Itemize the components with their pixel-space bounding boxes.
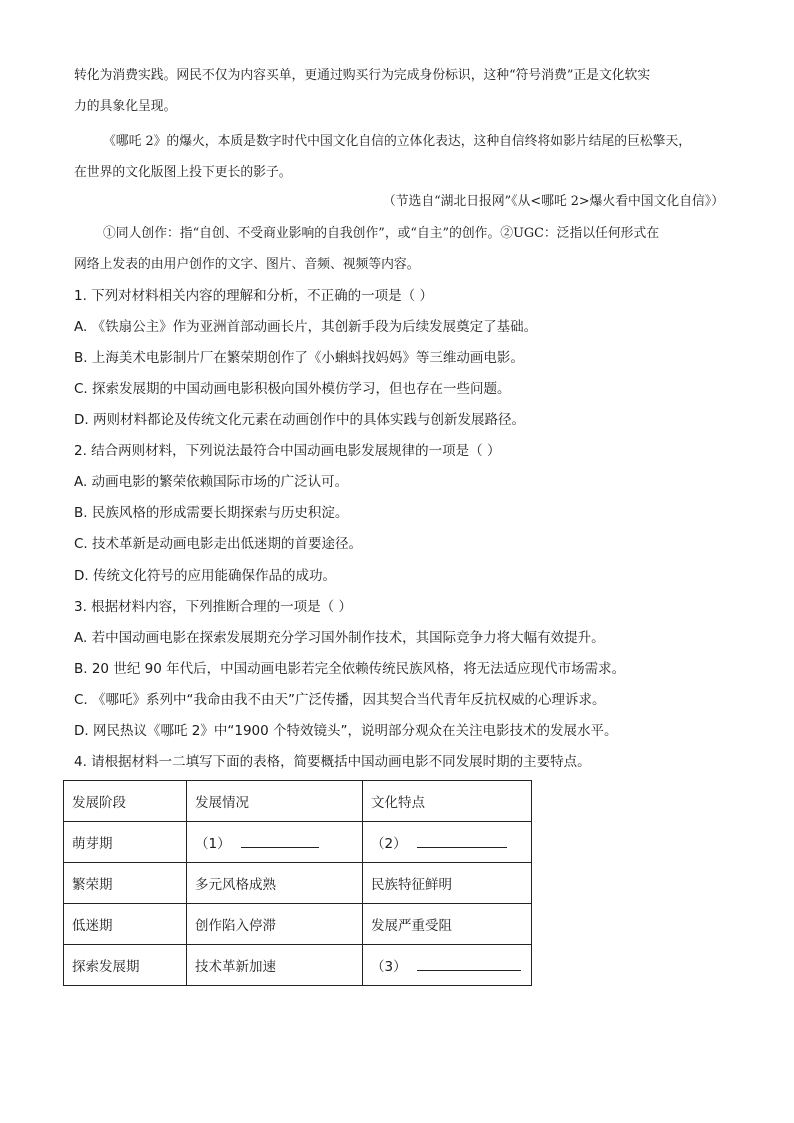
- table-header-cell: 发展情况: [187, 781, 363, 822]
- question-option: D. 网民热议《哪吒 2》中“1900 个特效镜头”，说明部分观众在关注电影技术的发展水平。: [74, 723, 618, 739]
- table-row: [64, 822, 532, 863]
- question-option: B. 上海美术电影制片厂在繁荣期创作了《小蝌蚪找妈妈》等三维动画电影。: [74, 350, 524, 366]
- blank-number: （1）: [195, 836, 231, 852]
- answer-blank[interactable]: [417, 834, 507, 848]
- question-stem: 2. 结合两则材料，下列说法最符合中国动画电影发展规律的一项是（ ）: [74, 443, 501, 459]
- question-option: A. 《铁扇公主》作为亚洲首部动画长片，其创新手段为后续发展奠定了基础。: [74, 319, 538, 335]
- table-row: [64, 863, 532, 904]
- blank-number: （2）: [371, 836, 407, 852]
- table-cell: 技术革新加速: [187, 945, 363, 986]
- passage-line: 《哪吒 2》的爆火，本质是数字时代中国文化自信的立体化表达，这种自信终将如影片结尾的巨松擎天，: [103, 134, 692, 149]
- question-option: C. 探索发展期的中国动画电影积极向国外模仿学习，但也存在一些问题。: [74, 381, 511, 397]
- table-cell: 萌芽期: [64, 822, 187, 863]
- question-stem: 1. 下列对材料相关内容的理解和分析，不正确的一项是（ ）: [74, 288, 433, 304]
- answer-blank[interactable]: [241, 834, 319, 848]
- table-header-cell: 文化特点: [363, 781, 532, 822]
- answer-cell-2[interactable]: [363, 822, 532, 863]
- question-option: D. 两则材料都论及传统文化元素在动画创作中的具体实践与创新发展路径。: [74, 412, 525, 428]
- table-cell: 繁荣期: [64, 863, 187, 904]
- question-option: A. 若中国动画电影在探索发展期充分学习国外制作技术，其国际竞争力将大幅有效提升。: [74, 630, 605, 646]
- question-stem: 4. 请根据材料一二填写下面的表格，简要概括中国动画电影不同发展时期的主要特点。: [74, 754, 591, 770]
- answer-cell-3[interactable]: [363, 945, 532, 986]
- table-cell: 低迷期: [64, 904, 187, 945]
- question-stem: 3. 根据材料内容，下列推断合理的一项是（ ）: [74, 599, 352, 615]
- table-cell: 发展严重受阻: [363, 904, 532, 945]
- table-cell: 多元风格成熟: [187, 863, 363, 904]
- question-option: C. 技术革新是动画电影走出低迷期的首要途径。: [74, 536, 363, 552]
- table-row: [64, 945, 532, 986]
- footnote-line: ①同人创作：指“自创、不受商业影响的自我创作”，或“自主”的创作。②UGC：泛指以任何形式在: [103, 226, 660, 241]
- passage-line: 转化为消费实践。网民不仅为内容买单，更通过购买行为完成身份标识，这种“符号消费”正是文化软实: [74, 68, 651, 83]
- table-cell: 民族特征鲜明: [363, 863, 532, 904]
- question-option: C. 《哪吒》系列中“我命由我不由天”广泛传播，因其契合当代青年反抗权威的心理诉求。: [74, 692, 606, 708]
- answer-blank[interactable]: [417, 957, 521, 971]
- passage-line: 在世界的文化版图上投下更长的影子。: [74, 165, 292, 180]
- blank-number: （3）: [371, 959, 407, 975]
- question-option: B. 20 世纪 90 年代后，中国动画电影若完全依赖传统民族风格，将无法适应现代市场需求。: [74, 661, 626, 677]
- table-header-row: [64, 781, 532, 822]
- table-header-cell: 发展阶段: [64, 781, 187, 822]
- stage-table: [63, 780, 532, 986]
- table-cell: 探索发展期: [64, 945, 187, 986]
- table-row: [64, 904, 532, 945]
- footnote-line: 网络上发表的由用户创作的文字、图片、音频、视频等内容。: [74, 257, 420, 272]
- question-option: A. 动画电影的繁荣依赖国际市场的广泛认可。: [74, 474, 349, 490]
- table-cell: 创作陷入停滞: [187, 904, 363, 945]
- passage-line: 力的具象化呈现。: [74, 99, 177, 114]
- question-option: B. 民族风格的形成需要长期探索与历史积淀。: [74, 505, 349, 521]
- passage-source: （节选自“湖北日报网”《从<哪吒 2>爆火看中国文化自信》）: [382, 194, 724, 209]
- answer-cell-1[interactable]: [187, 822, 363, 863]
- question-option: D. 传统文化符号的应用能确保作品的成功。: [74, 568, 336, 584]
